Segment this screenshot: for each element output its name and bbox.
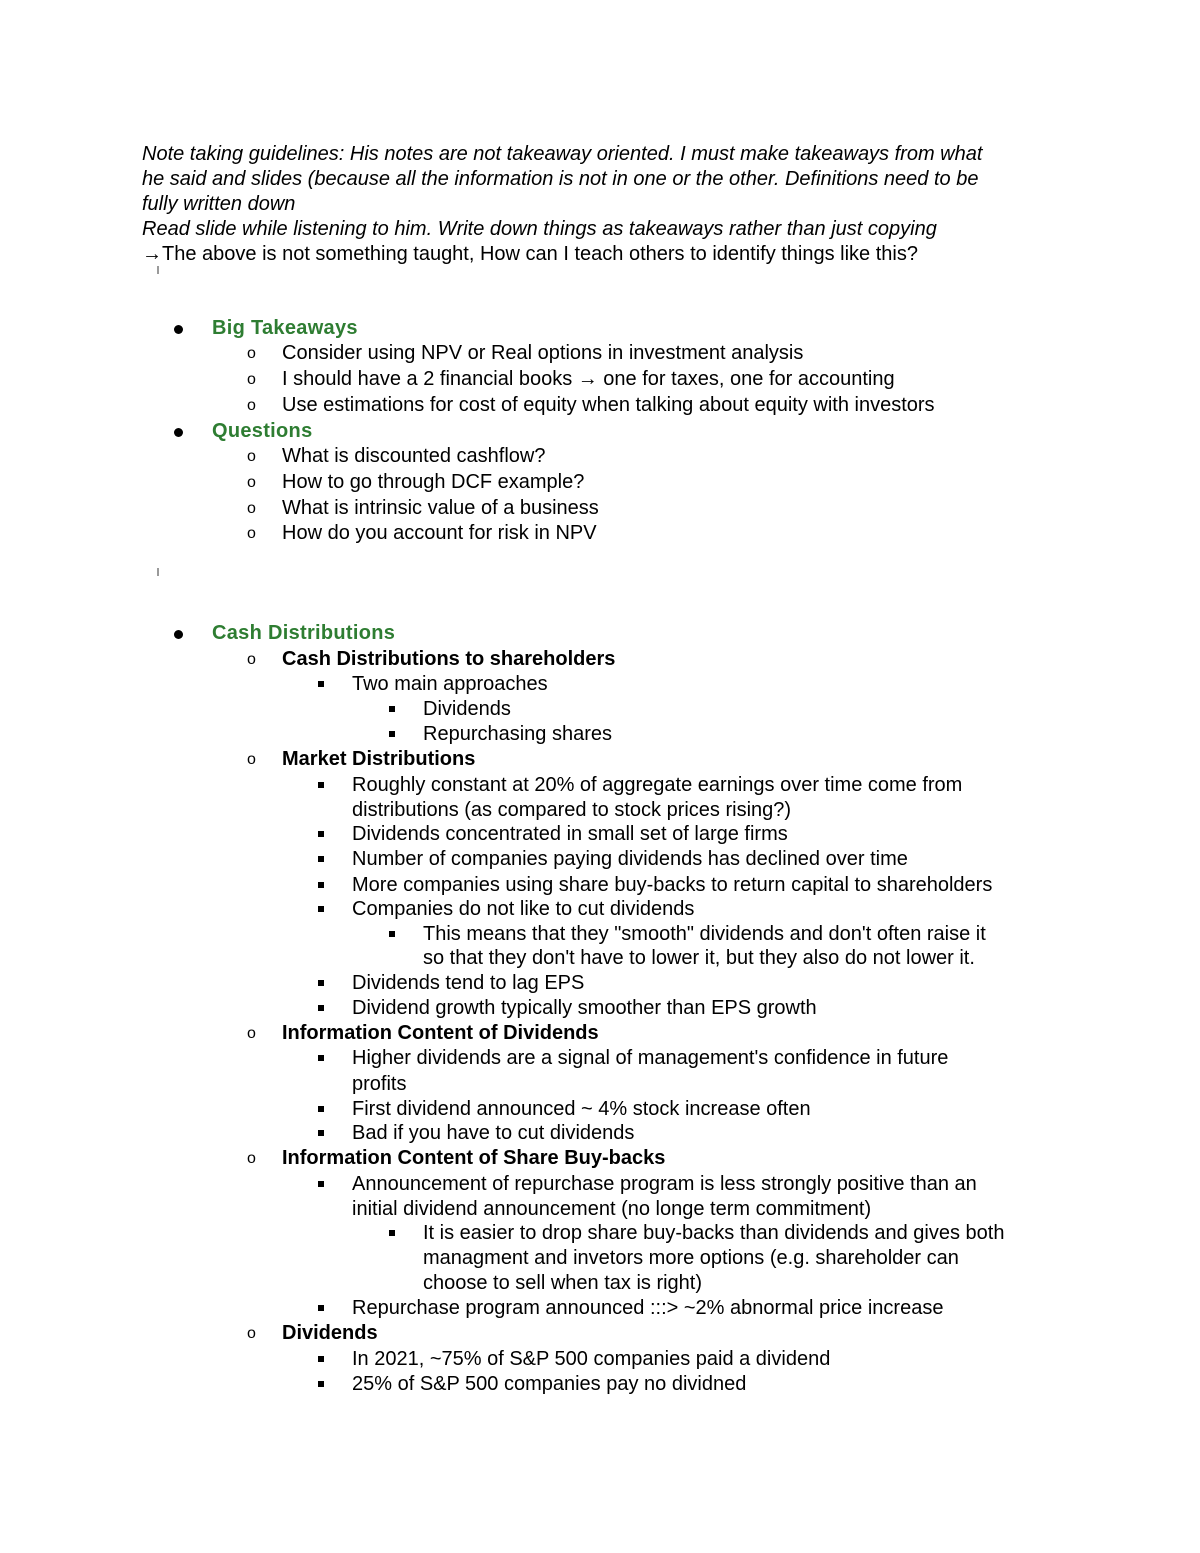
document-page: Note taking guidelines: His notes are not takeaway oriented. I must make takeaways from what he said and slides (because all the information is not in one or the other. Definitions need to be fully written down Read slide while listening to him. Write down things as takeaways rather than just copying →The above is not something taught, How can I teach others to identify things like this? Big Takeaways o Consider using NPV or Real options in investment analysis o I should have a 2 financial books → one for taxes, one for accounting o Use estimations for cost of equity when talking about equity with investors Questions o What is discounted cashflow? o How to go through DCF example? o What is intrinsic value of a business o How do you account for risk in NPV Cash Distributions o Cash Distributions to shareholders Two main approaches Dividends Repurchasing shares o Market Distributions Roughly constant at 20% of aggregate earnings over time come from distributions (as compared to stock prices rising?) Dividends concentrated in small set of large firms Number of companies paying dividends has declined over time More companies using share buy-backs to return capital to shareholders Companies do not like to cut dividends This means that they "smooth" dividends and don't often raise it so that they don't have to lower it, but they also do not lower it. Dividends tend to lag EPS Dividend growth typically smoother than EPS growth o Information Content of Dividends Higher dividends are a signal of management's confidence in future profits First dividend announced ~ 4% stock increase often Bad if you have to cut dividends o Information Content of Share Buy-backs Announcement of repurchase program is less strongly positive than an initial dividend announcement (no longe term commitment) It is easier to drop share buy-backs than dividends and gives both managment and invetors more options (e.g. shareholder can choose to sell when tax is right) Repurchase program announced :::> ~2% abnormal price increase o Dividends In 2021, ~75% of S&P 500 companies paid a dividend 25% of S&P 500 companies pay no dividned <box>0 0 1200 1553</box>
square-bullet-icon <box>318 1181 324 1187</box>
intro-line-3: fully written down <box>142 193 296 215</box>
bullet-icon <box>174 428 183 437</box>
circle-bullet-icon: o <box>247 345 256 362</box>
intro-line-2: he said and slides (because all the information is not in one or the other. Definitions need to be <box>142 168 979 190</box>
square-bullet-icon <box>318 906 324 912</box>
circle-bullet-icon: o <box>247 751 256 768</box>
bullet-icon <box>174 325 183 334</box>
square-bullet-icon <box>389 706 395 712</box>
square-bullet-icon <box>318 1055 324 1061</box>
square-bullet-icon <box>389 731 395 737</box>
circle-bullet-icon: o <box>247 448 256 465</box>
square-bullet-icon <box>318 1005 324 1011</box>
circle-bullet-icon: o <box>247 1150 256 1167</box>
cursor-mark <box>157 568 159 576</box>
square-bullet-icon <box>318 831 324 837</box>
intro-line-5: →The above is not something taught, How can I teach others to identify things like this? <box>142 243 918 265</box>
cursor-mark <box>157 266 159 274</box>
circle-bullet-icon: o <box>247 1025 256 1042</box>
square-bullet-icon <box>318 1305 324 1311</box>
square-bullet-icon <box>318 856 324 862</box>
square-bullet-icon <box>318 980 324 986</box>
circle-bullet-icon: o <box>247 397 256 414</box>
note-taking-guidelines <box>142 142 1072 267</box>
bullet-icon <box>174 630 183 639</box>
circle-bullet-icon: o <box>247 1325 256 1342</box>
square-bullet-icon <box>318 1106 324 1112</box>
circle-bullet-icon: o <box>247 474 256 491</box>
square-bullet-icon <box>318 1130 324 1136</box>
intro-line-4: Read slide while listening to him. Write down things as takeaways rather than just copying <box>142 218 937 240</box>
square-bullet-icon <box>318 1381 324 1387</box>
circle-bullet-icon: o <box>247 500 256 517</box>
square-bullet-icon <box>318 1356 324 1362</box>
intro-line-1: Note taking guidelines: His notes are not takeaway oriented. I must make takeaways from what <box>142 143 983 165</box>
square-bullet-icon <box>318 681 324 687</box>
square-bullet-icon <box>389 931 395 937</box>
square-bullet-icon <box>318 782 324 788</box>
circle-bullet-icon: o <box>247 651 256 668</box>
circle-bullet-icon: o <box>247 525 256 542</box>
square-bullet-icon <box>389 1230 395 1236</box>
square-bullet-icon <box>318 882 324 888</box>
circle-bullet-icon: o <box>247 371 256 388</box>
